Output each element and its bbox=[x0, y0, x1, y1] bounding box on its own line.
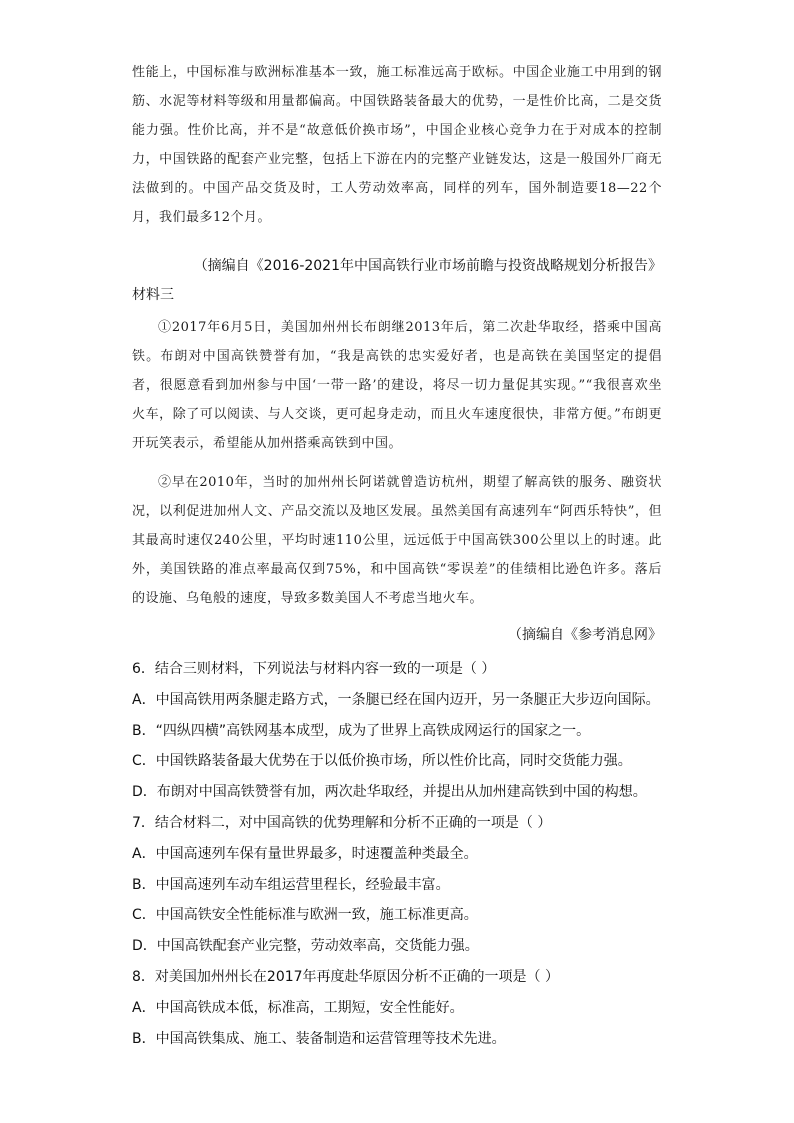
question-6-option-a: A．中国高铁用两条腿走路方式，一条腿已经在国内迈开，另一条腿正大步迈向国际。 bbox=[132, 691, 660, 708]
question-8-option-b: B．中国高铁集成、施工、装备制造和运营管理等技术先进。 bbox=[132, 1030, 506, 1047]
material-three-part-one bbox=[132, 313, 662, 458]
source-citation-three: （摘编自《参考消息网》 bbox=[508, 627, 662, 643]
question-7-option-a: A．中国高速列车保有量世界最多，时速覆盖种类最全。 bbox=[132, 845, 478, 862]
question-6-option-c: C．中国铁路装备最大优势在于以低价换市场，所以性价比高，同时交货能力强。 bbox=[132, 753, 632, 770]
question-7-stem: 7．结合材料二，对中国高铁的优势理解和分析不正确的一项是（ ） bbox=[132, 814, 552, 831]
material-three-paragraph-two: ②早在2010年，当时的加州州长阿诺就曾造访杭州，期望了解高铁的服务、融资状况，以利促进加州人文、产品交流以及地区发展。虽然美国有高速列车“阿西乐特快”，但其最高时速仅240公里，平均时速110公里，远远低于中国高铁300公里以上的时速。此外，美国铁路的准点率最高仅到75%，和中国高铁“零误差”的佳绩相比逊色许多。落后的设施、乌龟般的速度，导致多数美国人不考虑当地火车。 bbox=[132, 475, 662, 606]
source-citation-two: （摘编自《2016-2021年中国高铁行业市场前瞻与投资战略规划分析报告》 bbox=[193, 258, 662, 274]
question-6-option-b: B．“四纵四横”高铁网基本成型，成为了世界上高铁成网运行的国家之一。 bbox=[132, 722, 591, 739]
question-7-option-c: C．中国高铁安全性能标准与欧洲一致，施工标准更高。 bbox=[132, 907, 478, 924]
question-8-stem: 8．对美国加州州长在2017年再度赴华原因分析不正确的一项是（ ） bbox=[132, 968, 559, 985]
question-6-stem: 6．结合三则材料，下列说法与材料内容一致的一项是（ ） bbox=[132, 661, 496, 677]
material-two-paragraph: 性能上，中国标准与欧洲标准基本一致，施工标准远高于欧标。中国企业施工中用到的钢筋、水泥等材料等级和用量都偏高。中国铁路装备最大的优势，一是性价比高，二是交货能力强。性价比高，并不是“故意低价换市场”，中国企业核心竞争力在于对成本的控制力，中国铁路的配套产业完整，包括上下游在内的完整产业链发达，这是一般国外厂商无法做到的。中国产品交货及时，工人劳动效率高，同样的列车，国外制造要18—22个月，我们最多12个月。 bbox=[132, 65, 662, 225]
material-three-heading: 材料三 bbox=[132, 287, 174, 303]
material-three-part-two bbox=[132, 468, 662, 613]
question-8-option-a: A．中国高铁成本低，标准高，工期短，安全性能好。 bbox=[132, 999, 464, 1016]
material-three-paragraph-one: ①2017年6月5日，美国加州州长布朗继2013年后，第二次赴华取经，搭乘中国高铁。布朗对中国高铁赞誉有加，“我是高铁的忠实爱好者，也是高铁在美国坚定的提倡者，很愿意看到加州参与中国‘一带一路’的建设，将尽一切力量促其实现。”“我很喜欢坐火车，除了可以阅读、与人交谈，更可起身走动，而且火车速度很快，非常方便。”布朗更开玩笑表示，希望能从加州搭乘高铁到中国。 bbox=[132, 320, 662, 451]
question-list bbox=[132, 654, 672, 1054]
material-two-tail bbox=[132, 58, 662, 232]
question-7-option-d: D．中国高铁配套产业完整，劳动效率高，交货能力强。 bbox=[132, 938, 479, 955]
question-6-option-d: D．布朗对中国高铁赞誉有加，两次赴华取经，并提出从加州建高铁到中国的构想。 bbox=[132, 784, 647, 801]
question-7-option-b: B．中国高速列车动车组运营里程长，经验最丰富。 bbox=[132, 876, 450, 893]
